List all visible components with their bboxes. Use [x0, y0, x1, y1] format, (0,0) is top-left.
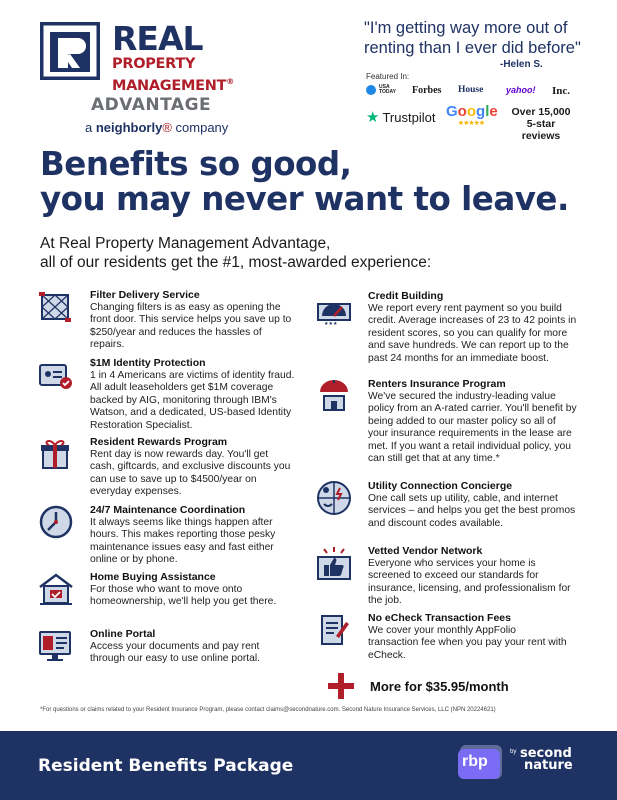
testimonial-author: -Helen S.: [500, 59, 543, 70]
document-icon: [316, 612, 352, 648]
logo-neighborly-tagline: a neighborly® company: [85, 120, 229, 135]
house-logo: House: [458, 85, 484, 95]
svg-text:★★★: ★★★: [324, 321, 338, 326]
credit-gauge-icon: [316, 290, 352, 326]
footer-title: Resident Benefits Package: [38, 756, 294, 776]
rbp-badge-text: rbp: [462, 753, 488, 770]
second-nature-logo: second nature: [520, 746, 573, 773]
utility-icon: [316, 480, 352, 516]
yahoo-logo: yahoo!: [506, 85, 536, 95]
forbes-logo: Forbes: [412, 85, 442, 96]
logo-real-text: REAL: [112, 19, 203, 58]
benefit-description: 1 in 4 Americans are victims of identity fraud. All adult leaseholders get $1M coverage backed by AIG, monitoring through IBM's Watson, and a dedicated, US-based Identity Restoration Specialist.: [90, 370, 295, 431]
thumbs-up-icon: [316, 545, 352, 581]
benefit-title: Resident Rewards Program: [90, 436, 228, 448]
benefit-title: Renters Insurance Program: [368, 378, 506, 390]
benefit-description: It always seems like things happen after hours. This makes reporting those pesky maintenance issues easy and fast either online or by phone.: [90, 517, 276, 566]
logo-r-mark-icon: [40, 22, 100, 80]
benefit-description: Everyone who services your home is screened to exceed our standards for insurance, licensing, and professionalism for the job.: [368, 558, 571, 607]
benefit-description: We've secured the industry-leading value policy from an A-rated carrier. You'll benefit by being added to our master policy so all of your insurance requirements in the lease are met. If you want a retail individual policy, you can still get that at any time.*: [368, 391, 577, 465]
insurance-footnote: *For questions or claims related to your Resident Insurance Program, please contact claims@secondnature.com. Second Nature Insurance Services, LLC (NPN 20224621): [40, 707, 496, 713]
benefit-description: One call sets up utility, cable, and internet services – and helps you get the best promos and discount codes available.: [368, 493, 576, 529]
clock-icon: [38, 504, 74, 540]
by-label: by: [510, 749, 517, 755]
testimonial-quote: "I'm getting way more out of renting than I ever did before": [364, 19, 581, 57]
logo-property-management-text: PROPERTY MANAGEMENT®: [112, 56, 234, 94]
inc-logo: Inc.: [552, 85, 571, 97]
plus-icon: [328, 673, 354, 699]
benefit-description: Rent day is now rewards day. You'll get cash, giftcards, and exclusive discounts you can use to save up to $4500/year on everyday expenses.: [90, 449, 291, 498]
umbrella-house-icon: [316, 378, 352, 414]
benefit-title: No eCheck Transaction Fees: [368, 612, 511, 624]
id-card-icon: [38, 357, 74, 393]
usa-today-logo: USA TODAY: [366, 85, 401, 95]
usa-today-dot-icon: [366, 85, 376, 95]
benefit-title: 24/7 Maintenance Coordination: [90, 504, 246, 516]
filter-icon: [38, 289, 74, 325]
price-text: More for $35.95/month: [370, 678, 509, 694]
benefit-title: $1M Identity Protection: [90, 357, 206, 369]
review-count: Over 15,000 5-star reviews: [511, 106, 571, 142]
benefit-title: Vetted Vendor Network: [368, 545, 483, 557]
featured-in-label: Featured In:: [366, 72, 410, 81]
gift-icon: [38, 436, 74, 472]
benefit-description: Access your documents and pay rent through our easy to use online portal.: [90, 641, 261, 665]
benefit-description: We report every rent payment so you build credit. Average increases of 23 to 42 points in resident scores, so you can qualify for more and save hundreds. We can report up to the past 24 months for an immediate boost.: [368, 303, 577, 364]
google-logo: Google: [446, 103, 498, 120]
computer-icon: [38, 628, 74, 664]
benefit-description: Changing filters is as easy as opening the front door. This service helps you save up to $250/year and reduces the hassles of repairs.: [90, 302, 292, 351]
more-price-callout: [328, 673, 509, 699]
trustpilot-star-icon: ★: [366, 109, 380, 126]
google-stars-icon: ★★★★★: [457, 120, 485, 127]
benefit-description: We cover your monthly AppFolio transaction fee when you pay your rent with eCheck.: [368, 625, 567, 661]
logo-advantage-text: ADVANTAGE: [91, 95, 212, 115]
benefit-title: Online Portal: [90, 628, 156, 640]
google-rating: [446, 104, 496, 127]
company-logo: [40, 19, 290, 137]
benefit-title: Credit Building: [368, 290, 444, 302]
trustpilot-logo: ★ Trustpilot: [366, 109, 436, 126]
page-subheadline: At Real Property Management Advantage, all of our residents get the #1, most-awarded experience:: [40, 235, 432, 271]
benefit-description: For those who want to move onto homeownership, we'll help you get there.: [90, 584, 277, 608]
page-headline: Benefits so good, you may never want to leave.: [40, 145, 569, 218]
benefit-title: Filter Delivery Service: [90, 289, 200, 301]
benefit-title: Utility Connection Concierge: [368, 480, 513, 492]
house-icon: [38, 571, 74, 607]
benefit-title: Home Buying Assistance: [90, 571, 216, 583]
